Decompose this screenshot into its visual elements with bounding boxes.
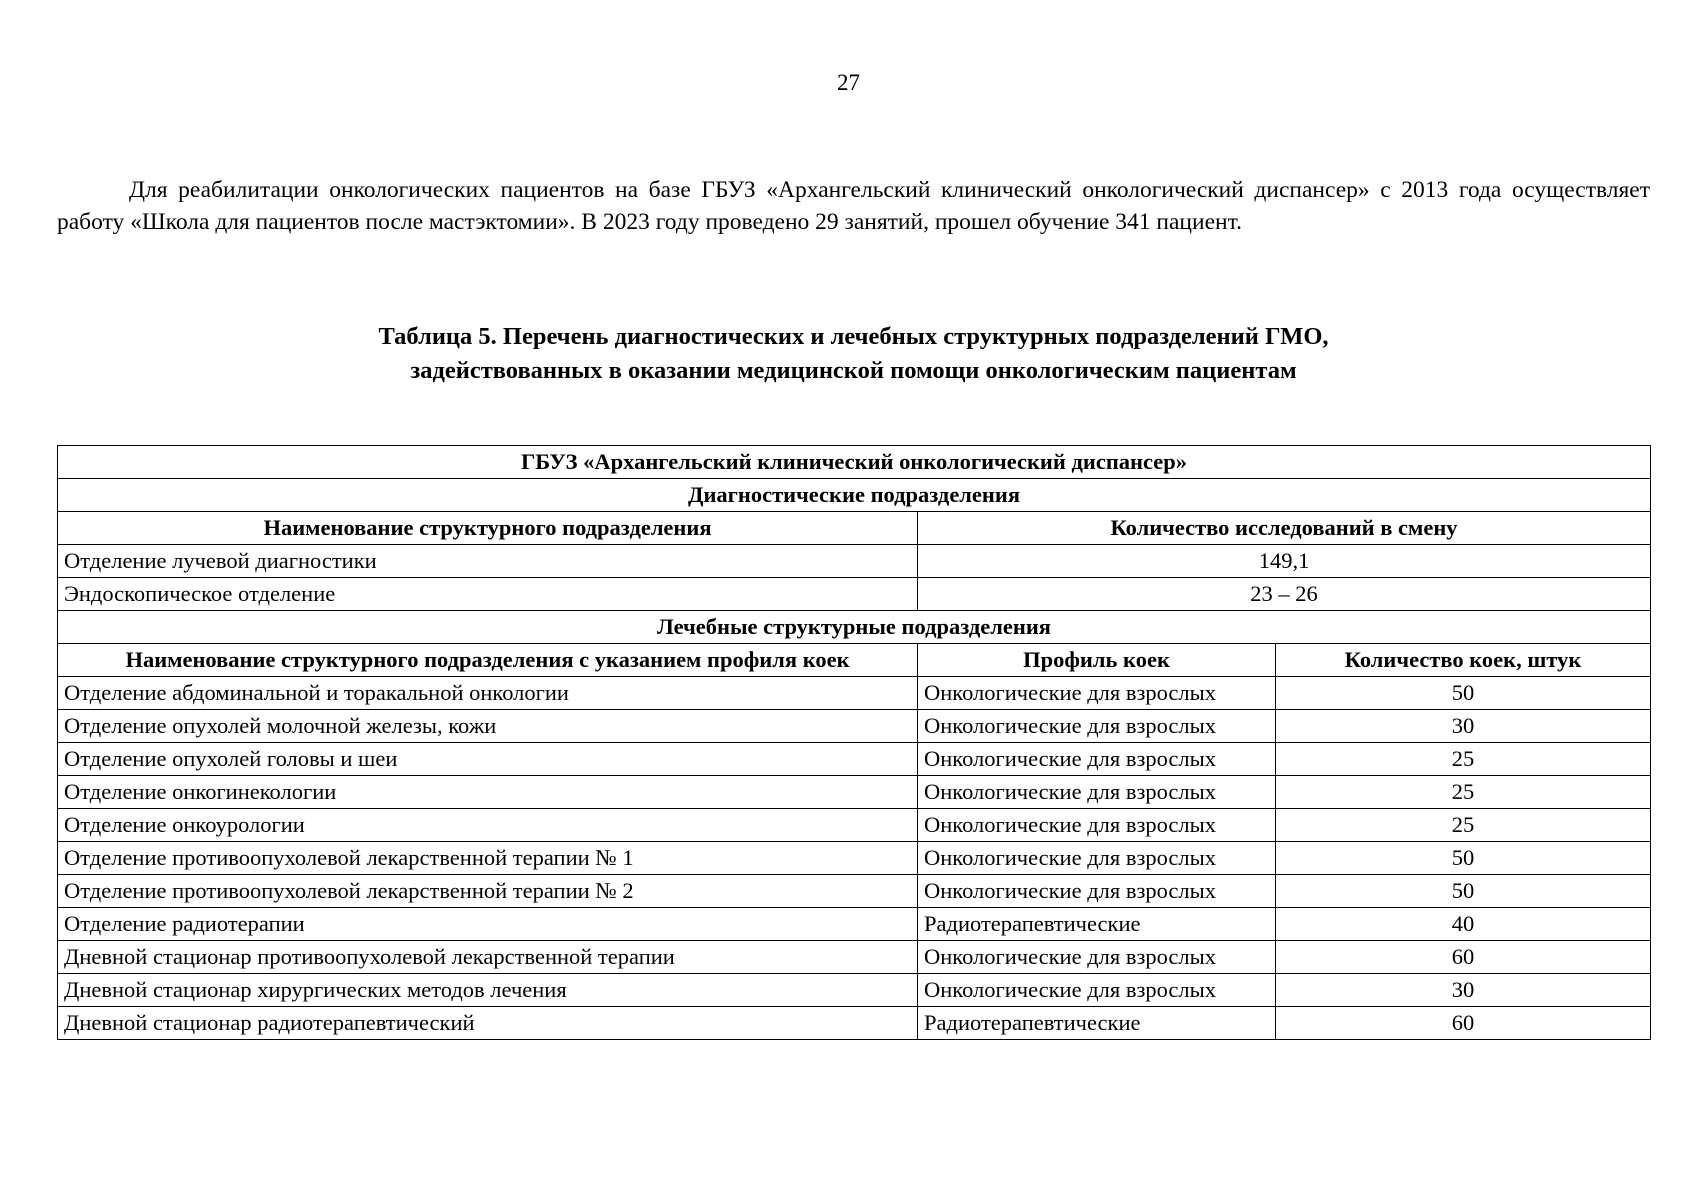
treatment-profile-cell: Онкологические для взрослых xyxy=(918,710,1276,743)
treatment-name-cell: Отделение онкогинекологии xyxy=(58,776,918,809)
departments-table xyxy=(57,445,1651,1040)
treatment-profile-cell: Онкологические для взрослых xyxy=(918,743,1276,776)
treatment-beds-cell: 25 xyxy=(1276,776,1651,809)
treatment-profile-cell: Онкологические для взрослых xyxy=(918,842,1276,875)
table-row xyxy=(58,677,1651,710)
treatment-header-name: Наименование структурного подразделения с указанием профиля коек xyxy=(58,644,918,677)
treatment-beds-cell: 30 xyxy=(1276,710,1651,743)
treatment-header-beds: Количество коек, штук xyxy=(1276,644,1651,677)
table-row xyxy=(58,776,1651,809)
table-caption-line-1: Таблица 5. Перечень диагностических и лечебных структурных подразделений ГМО, xyxy=(378,323,1329,350)
treatment-beds-cell: 60 xyxy=(1276,1007,1651,1040)
treatment-beds-cell: 25 xyxy=(1276,743,1651,776)
treatment-beds-cell: 50 xyxy=(1276,677,1651,710)
table-row xyxy=(58,974,1651,1007)
treatment-profile-cell: Онкологические для взрослых xyxy=(918,875,1276,908)
diagnostic-header-row xyxy=(58,512,1651,545)
treatment-profile-cell: Радиотерапевтические xyxy=(918,908,1276,941)
diagnostic-header-count: Количество исследований в смену xyxy=(918,512,1651,545)
table-row xyxy=(58,875,1651,908)
table-row xyxy=(58,743,1651,776)
table-row xyxy=(58,578,1651,611)
org-title-cell: ГБУЗ «Архангельский клинический онкологический диспансер» xyxy=(58,446,1651,479)
diagnostic-header-name: Наименование структурного подразделения xyxy=(58,512,918,545)
treatment-name-cell: Отделение радиотерапии xyxy=(58,908,918,941)
diagnostic-section-row xyxy=(58,479,1651,512)
diagnostic-count-cell: 149,1 xyxy=(918,545,1651,578)
treatment-beds-cell: 60 xyxy=(1276,941,1651,974)
diagnostic-count-cell: 23 – 26 xyxy=(918,578,1651,611)
treatment-header-row xyxy=(58,644,1651,677)
org-title-row xyxy=(58,446,1651,479)
treatment-name-cell: Дневной стационар радиотерапевтический xyxy=(58,1007,918,1040)
table-row xyxy=(58,545,1651,578)
treatment-profile-cell: Онкологические для взрослых xyxy=(918,776,1276,809)
treatment-name-cell: Отделение опухолей головы и шеи xyxy=(58,743,918,776)
table-row xyxy=(58,842,1651,875)
treatment-beds-cell: 25 xyxy=(1276,809,1651,842)
treatment-beds-cell: 50 xyxy=(1276,842,1651,875)
treatment-header-profile: Профиль коек xyxy=(918,644,1276,677)
treatment-name-cell: Дневной стационар противоопухолевой лекарственной терапии xyxy=(58,941,918,974)
page-number: 27 xyxy=(837,70,860,95)
treatment-name-cell: Отделение онкоурологии xyxy=(58,809,918,842)
treatment-profile-cell: Онкологические для взрослых xyxy=(918,974,1276,1007)
table-row xyxy=(58,710,1651,743)
treatment-name-cell: Дневной стационар хирургических методов лечения xyxy=(58,974,918,1007)
diagnostic-name-cell: Отделение лучевой диагностики xyxy=(58,545,918,578)
treatment-section-row xyxy=(58,611,1651,644)
treatment-name-cell: Отделение опухолей молочной железы, кожи xyxy=(58,710,918,743)
treatment-beds-cell: 30 xyxy=(1276,974,1651,1007)
treatment-name-cell: Отделение противоопухолевой лекарственной терапии № 1 xyxy=(58,842,918,875)
table-row xyxy=(58,809,1651,842)
treatment-profile-cell: Онкологические для взрослых xyxy=(918,809,1276,842)
diagnostic-name-cell: Эндоскопическое отделение xyxy=(58,578,918,611)
treatment-name-cell: Отделение абдоминальной и торакальной онкологии xyxy=(58,677,918,710)
table-caption xyxy=(57,320,1650,388)
treatment-beds-cell: 50 xyxy=(1276,875,1651,908)
treatment-beds-cell: 40 xyxy=(1276,908,1651,941)
treatment-profile-cell: Радиотерапевтические xyxy=(918,1007,1276,1040)
table-row xyxy=(58,908,1651,941)
table-row xyxy=(58,1007,1651,1040)
intro-paragraph: Для реабилитации онкологических пациентов на базе ГБУЗ «Архангельский клинический онкологический диспансер» с 2013 года осуществляет работу «Школа для пациентов после мастэктомии». В 2023 году проведено 29 занятий, прошел обучение 341 пациент. xyxy=(57,177,1650,235)
table-caption-line-2: задействованных в оказании медицинской помощи онкологическим пациентам xyxy=(410,357,1297,384)
table-row xyxy=(58,941,1651,974)
treatment-section-title: Лечебные структурные подразделения xyxy=(58,611,1651,644)
treatment-profile-cell: Онкологические для взрослых xyxy=(918,941,1276,974)
treatment-name-cell: Отделение противоопухолевой лекарственной терапии № 2 xyxy=(58,875,918,908)
treatment-profile-cell: Онкологические для взрослых xyxy=(918,677,1276,710)
diagnostic-section-title: Диагностические подразделения xyxy=(58,479,1651,512)
